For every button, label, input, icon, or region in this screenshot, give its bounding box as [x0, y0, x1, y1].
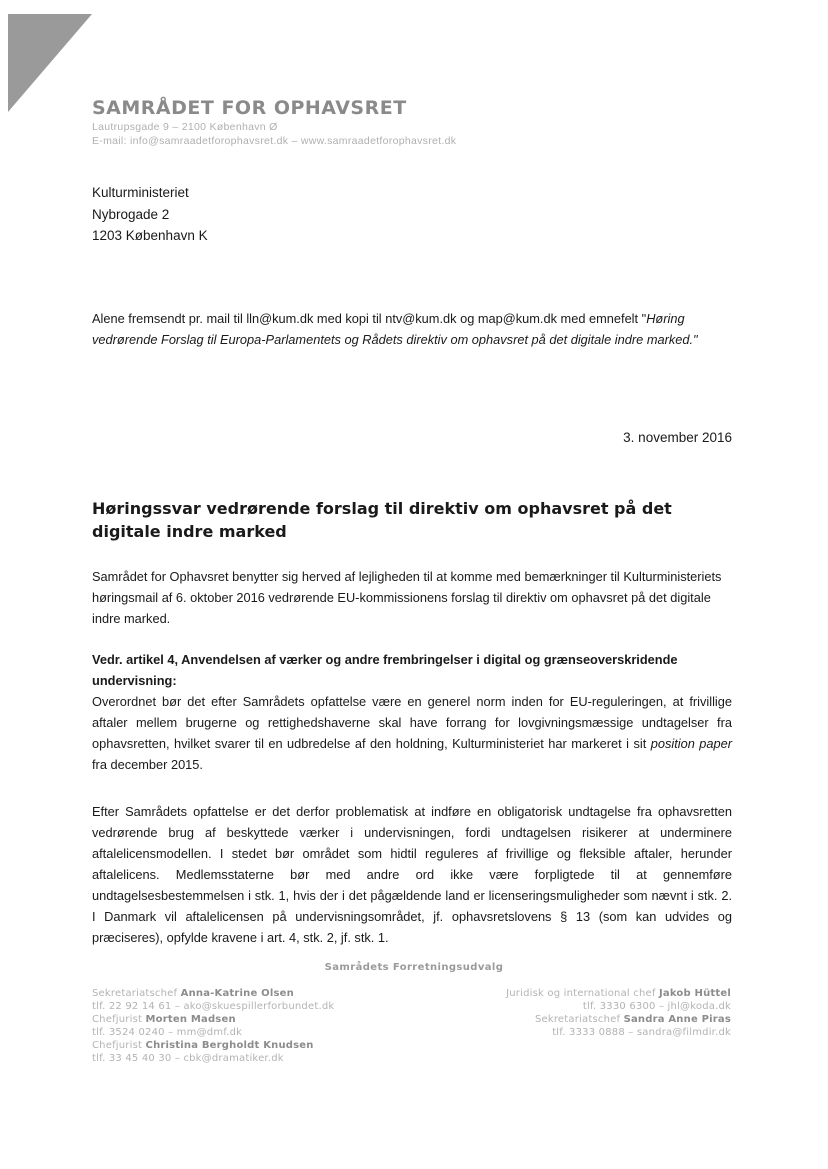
paragraph-1-text: Overordnet bør det efter Samrådets opfattelse være en generel norm inden for EU-reguleringen, at frivillige aftaler mellem brugerne og rettighedshaverne skal have forrang for lovgivningsmæssige undtagelser fra ophavsretten, hvilket svarer til en udbredelse af den holdning, Kulturministeriet har markeret i sit: [92, 694, 732, 751]
section-heading: Vedr. artikel 4, Anvendelsen af værker og andre frembringelser i digital og grænseoverskridende undervisning:: [92, 652, 678, 688]
footer-left-contacts: [92, 987, 334, 1065]
footer-right-contacts: [506, 987, 731, 1039]
footer-contact: [92, 987, 334, 1000]
contact-details: tlf. 33 45 40 30 – cbk@dramatiker.dk: [92, 1053, 284, 1064]
contact-name: Morten Madsen: [145, 1014, 236, 1025]
paragraph-2: Efter Samrådets opfattelse er det derfor problematisk at indføre en obligatorisk undtagelse fra ophavsretten vedrørende brug af beskyttede værker i undervisningen, fordi undtagelsen risikerer at underminere aftalelicensmodellen. I stedet bør området som hidtil reguleres af frivillige og fleksible aftaler, herunder aftalelicens. Medlemsstaterne bør med andre ord ikke være forpligtede til at gennemføre undtagelsesbestemmelsen i stk. 1, hvis der i det pågældende land er licenseringsmuligheder som nævnt i stk. 2. I Danmark vil aftalelicensen på undervisningsområdet, jf. ophavsretslovens § 13 (som kan udvides og præciseres), opfylde kravene i art. 4, stk. 2, jf. stk. 1.: [92, 804, 732, 945]
organization-address: Lautrupsgade 9 – 2100 København Ø: [92, 121, 278, 133]
contact-details: tlf. 3524 0240 – mm@dmf.dk: [92, 1027, 243, 1038]
contact-details: tlf. 3330 6300 – jhl@koda.dk: [582, 1001, 731, 1012]
contact-role: Chefjurist: [92, 1040, 143, 1051]
paragraph-1-italic: position paper: [650, 736, 732, 751]
contact-name: Anna-Katrine Olsen: [180, 988, 294, 999]
committee-title: Samrådets Forretningsudvalg: [324, 962, 504, 973]
paragraph-1: [92, 691, 732, 775]
recipient-line-2: Nybrogade 2: [92, 206, 170, 222]
letterhead: [92, 96, 456, 148]
contact-name: Sandra Anne Piras: [623, 1014, 731, 1025]
contact-name: Christina Bergholdt Knudsen: [145, 1040, 314, 1051]
contact-role: Sekretariatschef: [92, 988, 178, 999]
sent-note: [92, 308, 732, 350]
contact-role: Sekretariatschef: [534, 1014, 621, 1025]
contact-details: tlf. 22 92 14 61 – ako@skuespillerforbundet.dk: [92, 1001, 335, 1012]
letter-date: 3. november 2016: [623, 430, 732, 445]
footer-contact: [92, 1013, 334, 1026]
contact-role: Juridisk og international chef: [506, 988, 656, 999]
footer-contact: [506, 1013, 731, 1026]
contact-details: tlf. 3333 0888 – sandra@filmdir.dk: [552, 1027, 731, 1038]
footer-contact: [506, 987, 731, 1000]
sent-note-text: Alene fremsendt pr. mail til lln@kum.dk med kopi til ntv@kum.dk og map@kum.dk med emnefelt ": [92, 311, 647, 326]
sent-note-subject: Høring vedrørende Forslag til Europa-Parlamentets og Rådets direktiv om ophavsret på det digitale indre marked.": [92, 311, 698, 347]
recipient-line-1: Kulturministeriet: [92, 185, 189, 200]
contact-name: Jakob Hüttel: [658, 988, 731, 999]
paragraph-1-end: fra december 2015.: [92, 757, 203, 772]
document-title: Høringssvar vedrørende forslag til direktiv om ophavsret på det digitale indre marked: [92, 499, 672, 541]
footer-contact: [92, 1039, 334, 1052]
intro-paragraph: Samrådet for Ophavsret benytter sig herved af lejligheden til at komme med bemærkninger til Kulturministeriets høringsmail af 6. oktober 2016 vedrørende EU-kommissionens forslag til direktiv om ophavsret på det digitale indre marked.: [92, 569, 722, 626]
organization-name: SAMRÅDET FOR OPHAVSRET: [92, 97, 407, 119]
letterhead-corner-triangle: [0, 0, 100, 120]
organization-contact: E-mail: info@samraadetforophavsret.dk – www.samraadetforophavsret.dk: [92, 135, 457, 147]
contact-role: Chefjurist: [92, 1014, 143, 1025]
recipient-address: [92, 182, 208, 247]
recipient-line-3: 1203 København K: [92, 228, 208, 243]
